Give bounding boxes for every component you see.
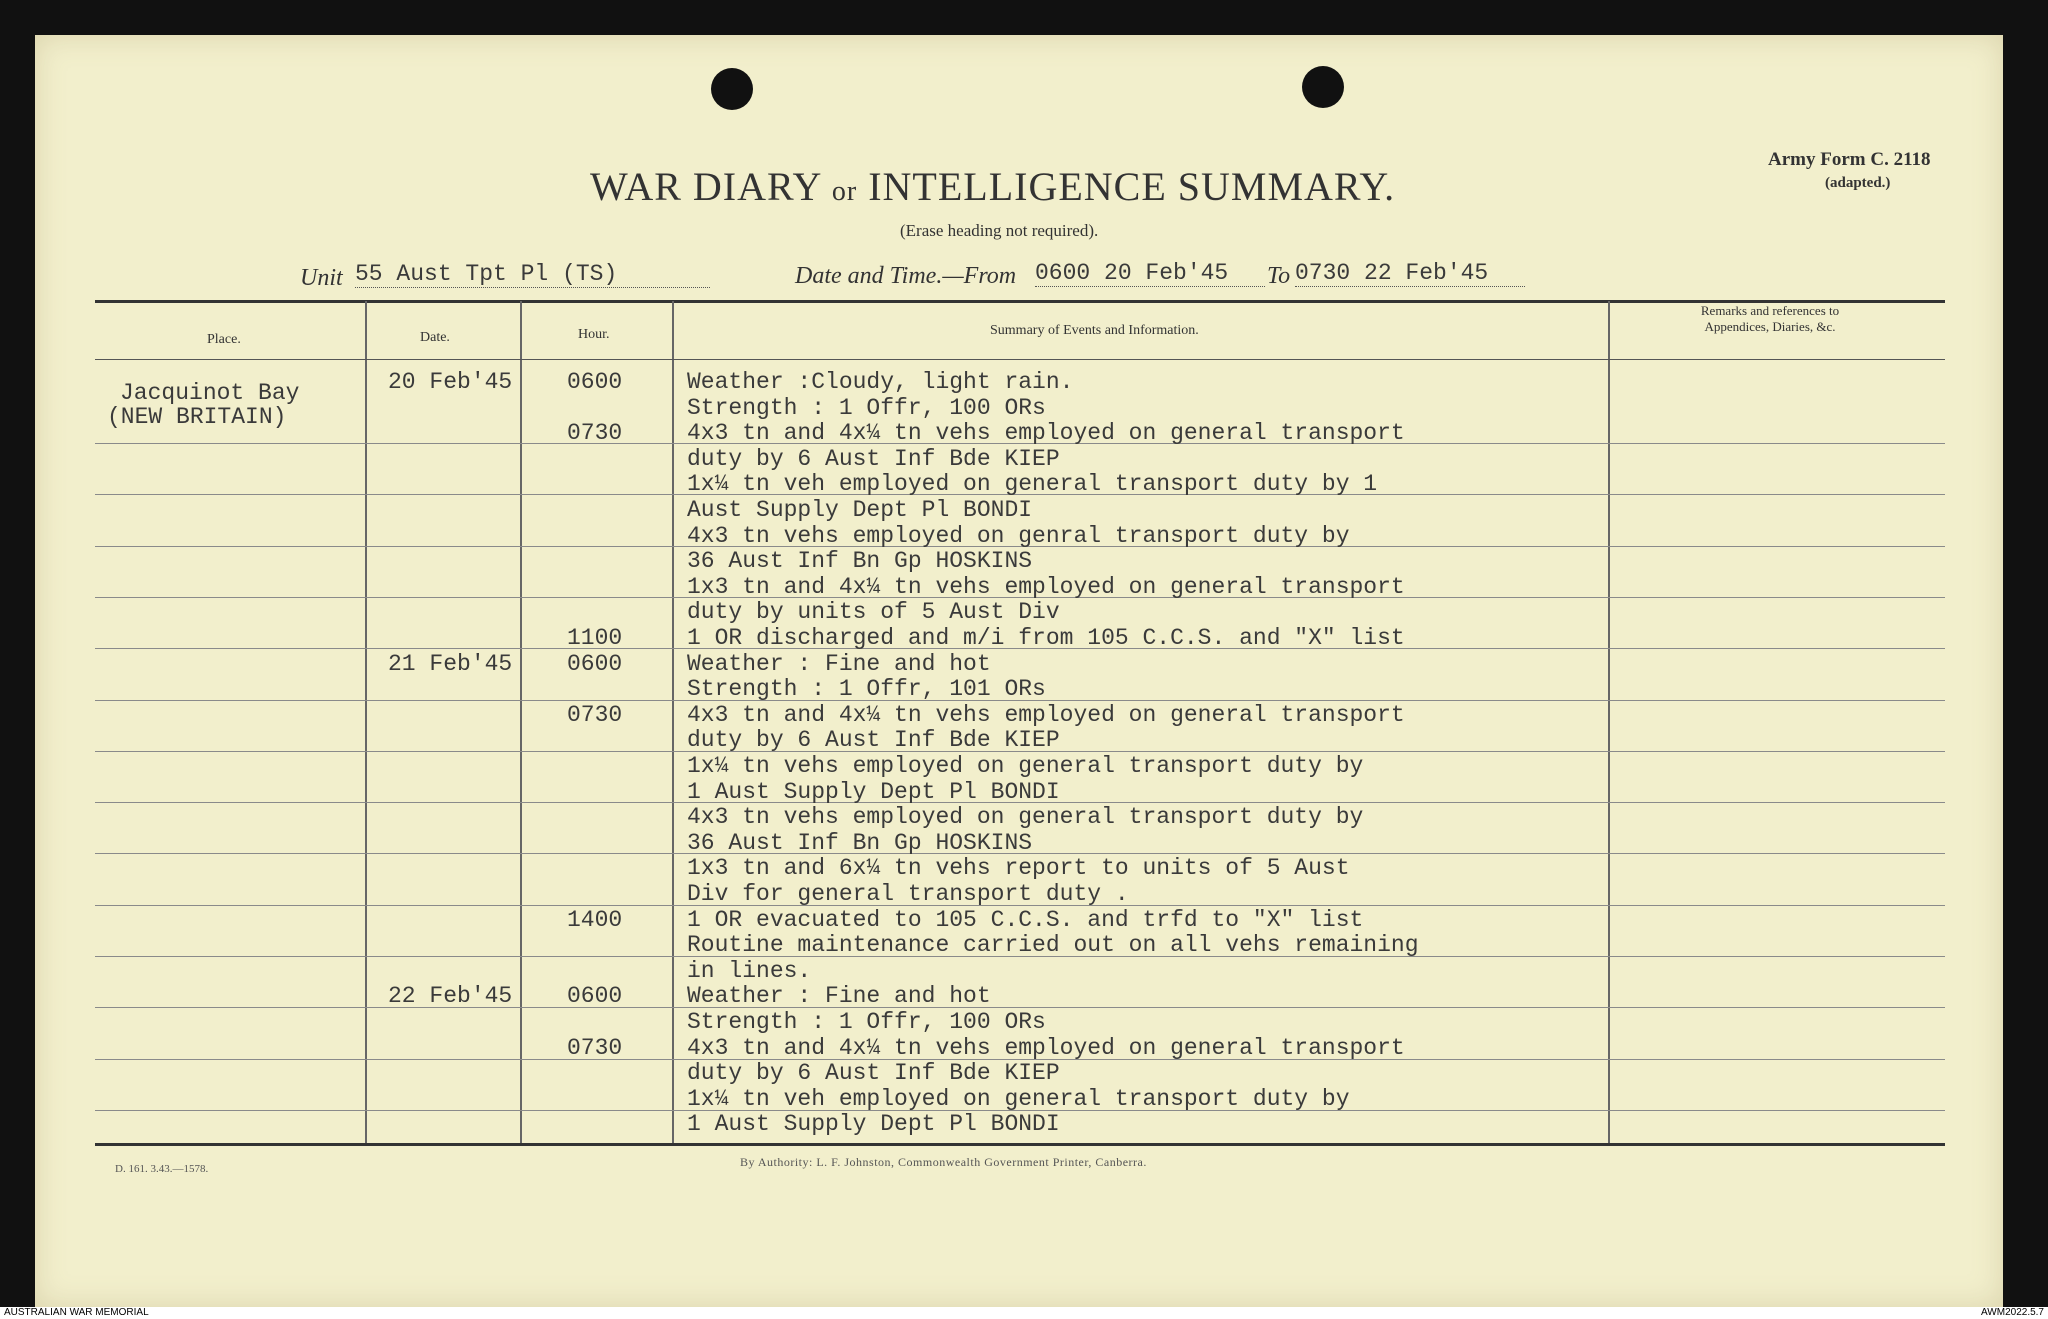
to-label: To <box>1267 263 1291 289</box>
entry-summary-line: Strength : 1 Offr, 100 ORs <box>687 394 1046 421</box>
entry-summary-line: duty by 6 Aust Inf Bde KIEP <box>687 727 1060 754</box>
date-from: 0600 20 Feb'45 <box>1035 260 1265 287</box>
war-diary-page <box>35 35 2003 1307</box>
entry-summary-line: 4x3 tn vehs employed on general transport duty by <box>687 804 1364 831</box>
entry-summary-line: Routine maintenance carried out on all vehs remaining <box>687 932 1419 959</box>
col-header-date: Date. <box>420 330 450 345</box>
entry-summary-line: Weather : Fine and hot <box>687 983 991 1010</box>
entry-summary-line: 1 OR evacuated to 105 C.C.S. and trfd to "X" list <box>687 906 1364 933</box>
entry-summary-line: 4x3 tn and 4x¼ tn vehs employed on general transport <box>687 701 1405 728</box>
entry-summary-line: 1 Aust Supply Dept Pl BONDI <box>687 1111 1060 1138</box>
entry-summary-line: 1 OR discharged and m/i from 105 C.C.S. and "X" list <box>687 625 1405 651</box>
unit-value: 55 Aust Tpt Pl (TS) <box>355 261 710 288</box>
title-war-diary: WAR DIARY <box>590 164 821 209</box>
table-bottom-rule <box>95 1143 1945 1146</box>
title-intelligence-summary: INTELLIGENCE SUMMARY. <box>868 164 1396 209</box>
col-header-summary: Summary of Events and Information. <box>990 323 1199 338</box>
entry-summary-line: duty by 6 Aust Inf Bde KIEP <box>687 1060 1060 1087</box>
entry-hour: 0730 <box>567 701 623 728</box>
entry-summary-line: Strength : 1 Offr, 101 ORs <box>687 676 1046 703</box>
archive-reference: AWM2022.5.7 <box>1981 1307 2044 1318</box>
entry-summary-line: Strength : 1 Offr, 100 ORs <box>687 1009 1046 1035</box>
entry-summary-line: 4x3 tn and 4x¼ tn vehs employed on general transport <box>687 1034 1405 1061</box>
archive-strip <box>0 1307 2048 1319</box>
entry-summary-line: 36 Aust Inf Bn Gp HOSKINS <box>687 548 1033 575</box>
army-form-adapted: (adapted.) <box>1825 175 1891 191</box>
entry-hour: 1400 <box>567 906 623 933</box>
entry-summary-line: in lines. <box>687 957 812 984</box>
entry-summary-line: Weather :Cloudy, light rain. <box>687 369 1074 395</box>
archive-name: AUSTRALIAN WAR MEMORIAL <box>4 1307 149 1318</box>
entry-hour: 1100 <box>567 625 623 651</box>
col-divider-hour <box>520 301 522 1143</box>
col-header-remarks <box>1680 303 1860 335</box>
entry-hour: 0730 <box>567 420 623 447</box>
date-time-label: Date and Time.—From <box>795 263 1017 289</box>
entry-date: 20 Feb'45 <box>388 369 513 395</box>
army-form-number: Army Form C. 2118 <box>1768 149 1931 170</box>
entry-summary-line: 1x¼ tn veh employed on general transport duty by <box>687 1085 1350 1112</box>
entry-date: 21 Feb'45 <box>388 650 513 677</box>
entry-summary-line: Aust Supply Dept Pl BONDI <box>687 497 1033 523</box>
entry-summary-line: 1 Aust Supply Dept Pl BONDI <box>687 778 1060 805</box>
unit-label: Unit <box>300 265 343 291</box>
punch-hole-left <box>711 68 753 110</box>
entry-summary-line: Div for general transport duty . <box>687 881 1129 907</box>
col-divider-date <box>365 301 367 1143</box>
header-rule <box>95 359 1945 360</box>
entry-hour: 0730 <box>567 1034 623 1061</box>
entry-hour: 0600 <box>567 650 623 677</box>
place-region: (NEW BRITAIN) <box>107 404 287 430</box>
punch-hole-right <box>1302 66 1344 108</box>
form-subtitle: (Erase heading not required). <box>900 221 1099 240</box>
col-header-place: Place. <box>207 332 241 347</box>
entry-hour: 0600 <box>567 983 623 1010</box>
footer-print-code: D. 161. 3.43.—1578. <box>115 1163 209 1175</box>
entry-date: 22 Feb'45 <box>388 983 513 1010</box>
title-or: or <box>831 176 858 207</box>
table-top-rule <box>95 300 1945 303</box>
entry-summary-line: 1x¼ tn veh employed on general transport duty by 1 <box>687 471 1378 498</box>
col-header-hour: Hour. <box>578 327 610 342</box>
entry-hour: 0600 <box>567 369 623 395</box>
remarks-header-line-2: Appendices, Diaries, &c. <box>1704 319 1836 334</box>
entry-summary-line: 36 Aust Inf Bn Gp HOSKINS <box>687 829 1033 856</box>
footer-authority: By Authority: L. F. Johnston, Commonwealth Government Printer, Canberra. <box>740 1155 1147 1169</box>
entry-summary-line: Weather : Fine and hot <box>687 650 991 677</box>
entry-summary-line: 1x3 tn and 6x¼ tn vehs report to units of 5 Aust <box>687 855 1350 882</box>
col-divider-summary <box>672 301 674 1143</box>
remarks-header-line-1: Remarks and references to <box>1700 303 1840 318</box>
entry-summary-line: duty by 6 Aust Inf Bde KIEP <box>687 445 1060 472</box>
entry-summary-line: 1x3 tn and 4x¼ tn vehs employed on general transport <box>687 573 1405 600</box>
date-to: 0730 22 Feb'45 <box>1295 260 1525 287</box>
entry-summary-line: 4x3 tn and 4x¼ tn vehs employed on general transport <box>687 420 1405 447</box>
entry-summary-line: 1x¼ tn vehs employed on general transport duty by <box>687 753 1364 779</box>
entry-summary-line: 4x3 tn vehs employed on genral transport duty by <box>687 522 1350 549</box>
place-name: Jacquinot Bay <box>120 380 300 406</box>
form-title <box>590 163 1395 210</box>
col-divider-remarks <box>1608 301 1610 1143</box>
entry-summary-line: duty by units of 5 Aust Div <box>687 599 1060 626</box>
